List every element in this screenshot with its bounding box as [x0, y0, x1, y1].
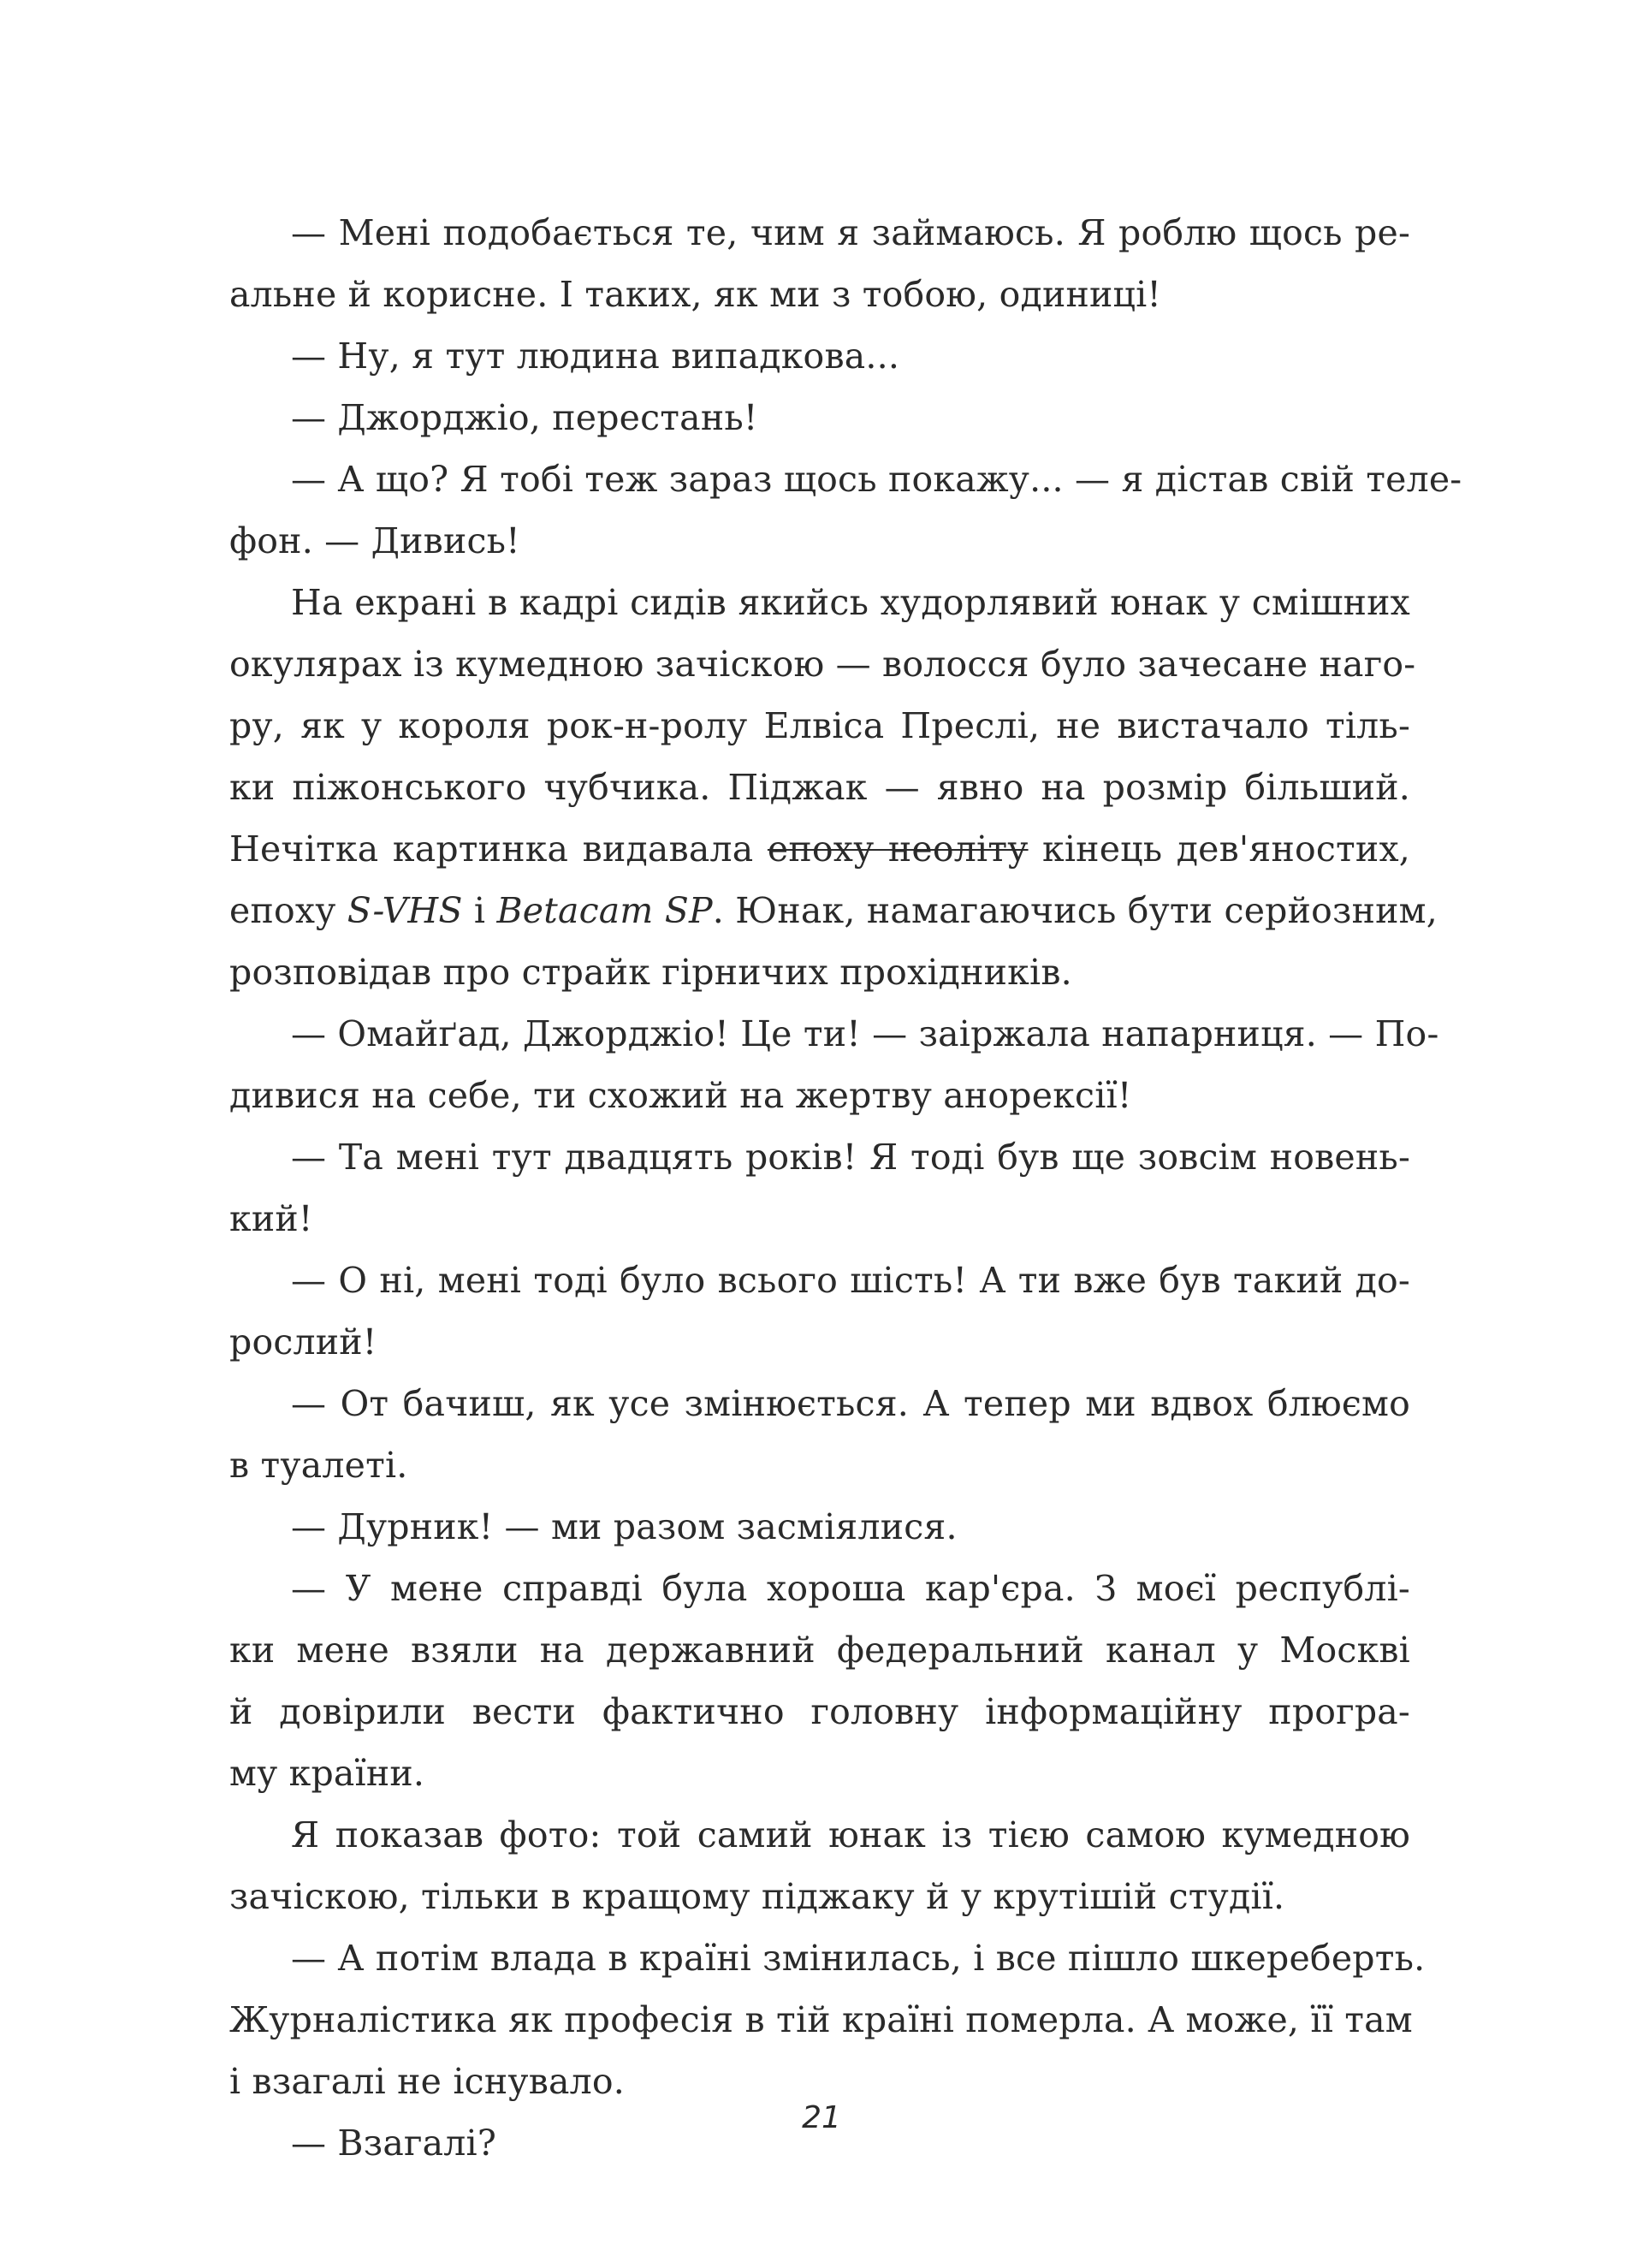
page-number: 21	[802, 2100, 841, 2135]
text-line: фон. — Дивись!	[229, 520, 520, 561]
text-line: дивися на себе, ти схожий на жертву анорексії!	[229, 1075, 1132, 1116]
text-segment: Нечітка картинка видавала	[229, 828, 768, 870]
text-line: — А потім влада в країні змінилась, і все пішло шкереберть.	[291, 1938, 1426, 1979]
text-line: — А що? Я тобі теж зараз щось покажу... — я дістав свій теле-	[291, 459, 1462, 500]
text-line: — Мені подобається те, чим я займаюсь. Я роблю щось ре-	[291, 212, 1410, 253]
text-line: ки мене взяли на державний федеральний канал у Москві	[229, 1630, 1410, 1671]
text-line: му країни.	[229, 1753, 425, 1794]
text-line: — Омайґад, Джорджіо! Це ти! — заіржала напарниця. — По-	[291, 1013, 1439, 1054]
text-line: ки піжонського чубчика. Піджак — явно на розмір більший.	[229, 767, 1410, 808]
text-line: і взагалі не існувало.	[229, 2061, 625, 2102]
strikethrough-text: епоху неоліту	[767, 828, 1029, 870]
text-line: Я показав фото: той самий юнак із тією самою кумедною	[291, 1814, 1410, 1855]
text-line: — От бачиш, як усе змінюється. А тепер ми вдвох блюємо	[291, 1383, 1410, 1424]
text-line: — Дурник! — ми разом засміялися.	[291, 1506, 958, 1547]
text-line: розповідав про страйк гірничих прохідників.	[229, 952, 1072, 993]
text-line	[229, 818, 1410, 880]
text-line: ру, як у короля рок-н-ролу Елвіса Преслі, не вистачало тіль-	[229, 705, 1410, 746]
text-line: — Взагалі?	[291, 2123, 497, 2164]
italic-term: S-VHS	[347, 890, 463, 931]
text-line: — Ну, я тут людина випадкова...	[291, 335, 900, 377]
text-line: кий!	[229, 1198, 313, 1239]
text-line: окулярах із кумедною зачіскою — волосся було зачесане наго-	[229, 644, 1416, 685]
text-line: зачіскою, тільки в кращому піджаку й у крутішій студії.	[229, 1876, 1285, 1917]
text-line: — Джорджіо, перестань!	[291, 397, 758, 438]
text-segment: . Юнак, намагаючись бути серйозним,	[712, 890, 1438, 931]
text-line	[229, 880, 1438, 941]
text-line: — О ні, мені тоді було всього шість! А ти вже був такий до-	[291, 1260, 1410, 1301]
text-line: рослий!	[229, 1321, 377, 1363]
text-line: й довірили вести фактично головну інформаційну програ-	[229, 1691, 1410, 1732]
text-segment: епоху	[229, 890, 347, 931]
text-line: — Та мені тут двадцять років! Я тоді був ще зовсім новень-	[291, 1137, 1410, 1178]
text-line: Журналістика як професія в тій країні померла. А може, її там	[229, 1999, 1413, 2040]
text-line: На екрані в кадрі сидів якийсь худорлявий юнак у смішних	[291, 582, 1410, 623]
text-segment: і	[462, 890, 497, 931]
text-line: — У мене справді була хороша кар'єра. З моєї республі-	[291, 1568, 1410, 1609]
text-line: альне й корисне. І таких, як ми з тобою, одиниці!	[229, 274, 1162, 315]
text-segment: кінець дев'яностих,	[1028, 828, 1410, 870]
text-line: в туалеті.	[229, 1445, 408, 1486]
italic-term: Betacam SP	[496, 890, 713, 931]
